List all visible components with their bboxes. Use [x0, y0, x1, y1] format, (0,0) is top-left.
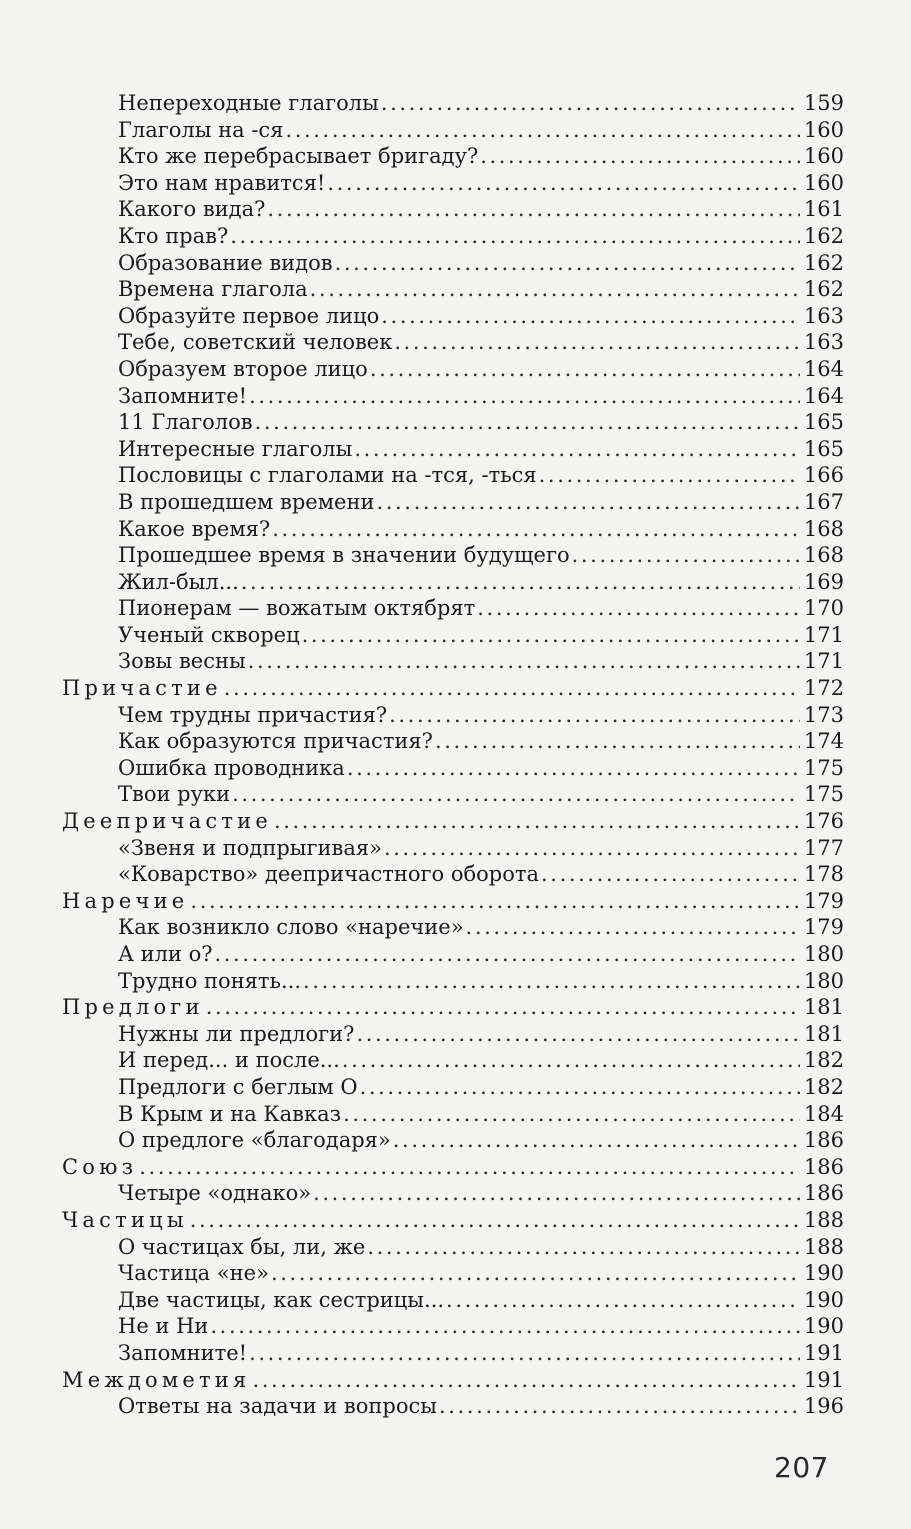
toc-entry-page: 191	[803, 1340, 844, 1365]
toc-entry-title: Пионерам — вожатым октябрят	[118, 596, 476, 621]
toc-entry-title: Частица «не»	[118, 1261, 269, 1286]
toc-section-entry	[62, 1367, 844, 1394]
toc-entry	[62, 1047, 844, 1074]
dot-leader	[271, 1260, 800, 1287]
toc-entry-title: Предлоги с беглым О	[118, 1074, 358, 1099]
dot-leader	[255, 409, 800, 436]
dot-leader	[393, 1127, 800, 1154]
toc-entry-title: Причастие	[62, 676, 222, 701]
dot-leader	[230, 223, 800, 250]
dot-leader	[439, 1393, 800, 1420]
toc-entry-page: 168	[803, 516, 844, 541]
toc-entry-page: 160	[803, 144, 844, 169]
toc-entry	[62, 569, 844, 596]
dot-leader	[190, 1207, 800, 1234]
toc-entry-page: 168	[803, 543, 844, 568]
dot-leader	[215, 941, 800, 968]
dot-leader	[381, 90, 800, 117]
toc-entry-page: 175	[803, 782, 844, 807]
toc-entry	[62, 516, 844, 543]
dot-leader	[335, 250, 800, 277]
toc-entry-page: 171	[803, 622, 844, 647]
toc-entry-title: Образуйте первое лицо	[118, 303, 380, 328]
toc-entry	[62, 1180, 844, 1207]
toc-entry-page: 180	[803, 968, 844, 993]
toc-entry-page: 173	[803, 702, 844, 727]
dot-leader	[302, 622, 800, 649]
dot-leader	[139, 1154, 800, 1181]
toc-entry-title: Какого вида?	[118, 197, 266, 222]
toc-entry	[62, 1074, 844, 1101]
toc-entry-title: Деепричастие	[62, 809, 272, 834]
toc-entry-title: 11 Глаголов	[118, 410, 253, 435]
toc-entry	[62, 595, 844, 622]
toc-entry	[62, 90, 844, 117]
toc-entry-page: 170	[803, 596, 844, 621]
toc-entry-title: Запомните!	[118, 383, 248, 408]
toc-entry-title: Это нам нравится!	[118, 170, 326, 195]
toc-entry	[62, 1127, 844, 1154]
dot-leader	[224, 675, 800, 702]
toc-entry	[62, 755, 844, 782]
toc-entry-title: Предлоги	[62, 995, 204, 1020]
toc-entry-title: В Крым и на Кавказ	[118, 1101, 342, 1126]
toc-entry-page: 164	[803, 356, 844, 381]
toc-entry-title: Союз	[62, 1154, 138, 1179]
toc-entry-title: Чем трудны причастия?	[118, 702, 388, 727]
dot-leader	[285, 117, 799, 144]
toc-entry-title: Ошибка проводника	[118, 755, 345, 780]
dot-leader	[303, 968, 800, 995]
toc-section-entry	[62, 994, 844, 1021]
toc-entry	[62, 781, 844, 808]
toc-entry-title: Две частицы, как сестрицы...	[118, 1287, 445, 1312]
toc-entry	[62, 303, 844, 330]
toc-entry-title: Кто же перебрасывает бригаду?	[118, 144, 479, 169]
toc-entry	[62, 117, 844, 144]
toc-entry-page: 165	[803, 436, 844, 461]
dot-leader	[252, 1367, 799, 1394]
toc-entry	[62, 1313, 844, 1340]
dot-leader	[435, 728, 800, 755]
toc-entry	[62, 250, 844, 277]
toc-entry-title: Интересные глаголы	[118, 436, 353, 461]
toc-entry-page: 166	[803, 463, 844, 488]
dot-leader	[343, 1101, 800, 1128]
toc-entry-title: «Звеня и подпрыгивая»	[118, 835, 382, 860]
toc-entry	[62, 728, 844, 755]
toc-entry-page: 169	[803, 569, 844, 594]
page-number: 207	[774, 1451, 829, 1484]
toc-entry-title: Кто прав?	[118, 223, 229, 248]
toc-entry	[62, 968, 844, 995]
toc-entry	[62, 276, 844, 303]
toc-entry-title: Трудно понять...	[118, 968, 302, 993]
dot-leader	[370, 356, 800, 383]
dot-leader	[384, 835, 800, 862]
dot-leader	[274, 808, 800, 835]
toc-entry-page: 182	[803, 1048, 844, 1073]
toc-entry-title: Твои руки	[118, 782, 231, 807]
dot-leader	[480, 143, 800, 170]
toc-entry-page: 165	[803, 410, 844, 435]
toc-section-entry	[62, 808, 844, 835]
toc-entry-title: Ученый скворец	[118, 622, 300, 647]
toc-entry	[62, 462, 844, 489]
toc-entry	[62, 409, 844, 436]
toc-entry	[62, 1021, 844, 1048]
toc-entry-page: 184	[803, 1101, 844, 1126]
toc-entry	[62, 1287, 844, 1314]
toc-entry	[62, 835, 844, 862]
toc-entry-page: 162	[803, 250, 844, 275]
dot-leader	[313, 1180, 800, 1207]
toc-entry	[62, 196, 844, 223]
toc-entry-title: Образуем второе лицо	[118, 356, 368, 381]
toc-entry-page: 182	[803, 1074, 844, 1099]
dot-leader	[376, 489, 799, 516]
dot-leader	[232, 781, 800, 808]
toc-entry-page: 188	[803, 1207, 844, 1232]
toc-entry-title: Как образуются причастия?	[118, 729, 433, 754]
toc-entry-title: Междометия	[62, 1367, 251, 1392]
toc-entry	[62, 489, 844, 516]
dot-leader	[541, 861, 800, 888]
dot-leader	[356, 1021, 799, 1048]
dot-leader	[310, 276, 800, 303]
toc-entry-page: 175	[803, 755, 844, 780]
toc-entry-page: 162	[803, 277, 844, 302]
toc-entry-title: Четыре «однако»	[118, 1181, 312, 1206]
toc-entry-page: 163	[803, 330, 844, 355]
dot-leader	[249, 383, 800, 410]
toc-entry	[62, 622, 844, 649]
toc-entry-title: Жил-был...	[118, 569, 239, 594]
toc-entry-page: 179	[803, 915, 844, 940]
toc-entry	[62, 648, 844, 675]
toc-entry-page: 160	[803, 117, 844, 142]
toc-entry-page: 178	[803, 862, 844, 887]
toc-entry-title: Наречие	[62, 888, 189, 913]
toc-entry-title: Зовы весны	[118, 649, 246, 674]
toc-entry-title: Ответы на задачи и вопросы	[118, 1394, 437, 1419]
toc-entry-title: Времена глагола	[118, 277, 308, 302]
toc-entry-page: 188	[803, 1234, 844, 1259]
dot-leader	[190, 888, 799, 915]
toc-entry-page: 186	[803, 1154, 844, 1179]
toc-entry-page: 186	[803, 1181, 844, 1206]
dot-leader	[206, 994, 800, 1021]
dot-leader	[210, 1313, 800, 1340]
toc-entry-page: 171	[803, 649, 844, 674]
dot-leader	[389, 702, 800, 729]
dot-leader	[539, 462, 800, 489]
toc-entry-title: О частицах бы, ли, же	[118, 1234, 366, 1259]
toc-entry-title: Какое время?	[118, 516, 271, 541]
toc-entry	[62, 861, 844, 888]
toc-section-entry	[62, 1154, 844, 1181]
dot-leader	[347, 755, 800, 782]
toc-entry-title: Пословицы с глаголами на -тся, -ться	[118, 463, 537, 488]
toc-entry-page: 180	[803, 942, 844, 966]
dot-leader	[466, 914, 800, 941]
toc-entry-title: Глаголы на -ся	[118, 117, 284, 142]
dot-leader	[267, 196, 800, 223]
dot-leader	[354, 436, 800, 463]
toc-entry-page: 161	[803, 197, 844, 222]
toc-entry-page: 181	[803, 1021, 844, 1046]
toc-section-entry	[62, 675, 844, 702]
toc-entry-title: О предлоге «благодаря»	[118, 1128, 391, 1153]
toc-entry	[62, 356, 844, 383]
dot-leader	[342, 1047, 800, 1074]
toc-entry-page: 186	[803, 1128, 844, 1153]
toc-entry	[62, 542, 844, 569]
toc-entry-page: 190	[803, 1314, 844, 1339]
dot-leader	[241, 569, 800, 596]
toc-entry-page: 174	[803, 729, 844, 754]
dot-leader	[446, 1287, 800, 1314]
table-of-contents	[62, 90, 844, 1420]
toc-entry-page: 177	[803, 835, 844, 860]
toc-entry	[62, 143, 844, 170]
toc-entry-page: 196	[803, 1394, 844, 1419]
toc-entry-title: Частицы	[62, 1207, 188, 1232]
toc-entry-page: 167	[803, 489, 844, 514]
toc-entry-page: 176	[803, 809, 844, 834]
toc-entry-page: 190	[803, 1287, 844, 1312]
dot-leader	[272, 516, 800, 543]
toc-entry-page: 172	[803, 676, 844, 701]
toc-entry-page: 159	[803, 91, 844, 115]
toc-entry-page: 164	[803, 383, 844, 408]
toc-entry-page: 181	[803, 995, 844, 1020]
toc-entry-title: И перед... и после...	[118, 1048, 340, 1073]
dot-leader	[477, 595, 800, 622]
toc-entry-page: 191	[803, 1367, 844, 1392]
toc-entry-title: Непереходные глаголы	[118, 91, 379, 115]
toc-entry-title: «Коварство» деепричастного оборота	[118, 862, 540, 887]
toc-entry-title: Тебе, советский человек	[118, 330, 393, 355]
dot-leader	[367, 1234, 800, 1261]
toc-entry-title: Запомните!	[118, 1340, 248, 1365]
toc-entry	[62, 914, 844, 941]
dot-leader	[248, 648, 800, 675]
toc-section-entry	[62, 1207, 844, 1234]
toc-entry-title: Как возникло слово «наречие»	[118, 915, 464, 940]
dot-leader	[381, 303, 800, 330]
toc-section-entry	[62, 888, 844, 915]
toc-entry-title: Нужны ли предлоги?	[118, 1021, 355, 1046]
toc-entry	[62, 1393, 844, 1420]
dot-leader	[394, 329, 800, 356]
toc-entry	[62, 436, 844, 463]
dot-leader	[327, 170, 800, 197]
toc-entry	[62, 702, 844, 729]
toc-entry-page: 160	[803, 170, 844, 195]
toc-entry	[62, 223, 844, 250]
toc-entry-page: 179	[803, 888, 844, 913]
toc-entry	[62, 1101, 844, 1128]
toc-entry-title: В прошедшем времени	[118, 489, 375, 514]
toc-entry	[62, 383, 844, 410]
toc-entry	[62, 941, 844, 968]
toc-entry	[62, 1234, 844, 1261]
toc-entry-title: Прошедшее время в значении будущего	[118, 543, 570, 568]
toc-entry-page: 190	[803, 1261, 844, 1286]
toc-entry	[62, 1260, 844, 1287]
toc-entry	[62, 1340, 844, 1367]
toc-entry-title: А или о?	[118, 942, 213, 966]
toc-entry	[62, 170, 844, 197]
dot-leader	[572, 542, 800, 569]
toc-entry	[62, 329, 844, 356]
toc-entry-title: Образование видов	[118, 250, 333, 275]
dot-leader	[360, 1074, 800, 1101]
toc-entry-page: 163	[803, 303, 844, 328]
toc-entry-page: 162	[803, 223, 844, 248]
toc-entry-title: Не и Ни	[118, 1314, 209, 1339]
dot-leader	[249, 1340, 800, 1367]
